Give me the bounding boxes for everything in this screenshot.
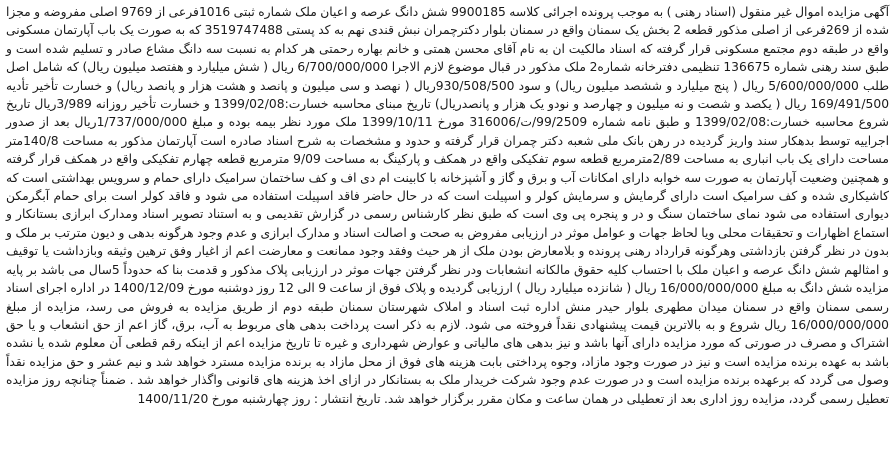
- auction-notice-text: آگهی مزایده اموال غیر منقول (اسناد رهنی ) به موجب پرونده اجرائی کلاسه 9900185 شش دانگ عرصه و اعیان ملک شماره ثبتی 1016فرعی از 9769 اصلی مفروضه و مجزا شده از 269فرعی از اصلی مذکور قطعه 2 بخش یک سمنان واقع در سمنان بلوار دکترچمران نبش قندی نهم به کد پستی 3519747488 که به صورت یک باب آپارتمان مسکونی واقع در طبقه دوم مجتمع مسکونی قرار گرفته که اسناد مالکیت ان به نام آقای محسن همتی و خانم بهاره رحمتی هر کدام به نسبت سه دانگ مشاع صادر و تسلیم شده است و طبق سند رهنی شماره 136675 تنظیمی دفترخانه شماره2 ملک مذکور در قبال موضوع لازم الاجرا 6/700/000/000 ریال ( شش میلیارد و هفتصد میلیون ریال) که شامل اصل طلب 5/600/000/000 ریال ( پنج میلیارد و ششصد میلیون ریال) و سود 930/508/500ریال ( نهصد و سی میلیون و پانصد و هشت هزار و پانصد ریال) و خسارت تأخیر تأدیه 169/491/500 ریال ( یکصد و شصت و نه میلیون و چهارصد و نودو یک هزار و پانصدریال) تاریخ مبنای محاسبه خسارت:1399/02/08 و خسارت تأخیر روزانه 3/989ریال تاریخ شروع محاسبه خسارت:1399/02/08 و طبق نامه شماره 99/2509/ت/316006 مورخ 1399/10/11 ملک مورد نظر بیمه بوده و مبلغ 1/737/000/000ریال بعد از صدور اجراییه توسط بدهکار سند واریز گردیده در رهن بانک ملی شعبه دکتر چمران قرار گرفته و حدود و مشخصات به شرح اسناد صادره است آپارتمان مذکور به مساحت 140/8متر مساحت دارای یک باب انباری به مساحت 2/89مترمربع قطعه سوم تفکیکی واقع در همکف و پارکینگ به مساحت 9/09 مترمربع قطعه چهارم تفکیکی واقع در همکف قرار گرفته و همچنین وضعیت آپارتمان به صورت سه خوابه دارای امکانات آب و برق و گاز و آشپزخانه با کابینت ام دی اف و کف ساختمان سرامیک دارای حمام و سرویس بهداشتی است که کاشیکاری شده و کف سرامیک است دارای گرمایش و سرمایش کولر و اسپیلت است که در حال حاضر فاقد اسپیلت استفاده می شود و فاقد کولر است برای حمام آبگرمکن دیواری استفاده می شود نمای ساختمان سنگ و در و پنجره پی وی است که طبق نظر کارشناس رسمی در گزارش تقدیمی و به استناد تصویر اسناد ومدارک ابرازی بستانکار و استماع اظهارات و تحقیقات محلی ویا لحاظ جهات و عوامل موثر در ارزیابی مفروض به صحت و اصالت اسناد و مدارک ابرازی و عدم وجود هرگونه بدهی و دیون مترتب بر ملک و بدون در نظر گرفتن بازداشتی وهرگونه قرارداد رهنی پرونده و بلامعارض بودن ملک از هر حیث وفقد وجود ممانعت و معارضت اعم از اغیار وفق ترهین وثیقه وبازداشت یا توقیف و امثالهم شش دانگ عرصه و اعیان ملک با احتساب کلیه حقوق مالکانه انشعابات ودر نظر گرفتن جهات موثر در ارزیابی پلاک مذکور و قدمت بنا که حدوداً 5سال می باشد بر پایه مزایده شش دانگ به مبلغ 16/000/000/000 ریال ( شانزده میلیارد ریال ) ارزیابی گردیده و پلاک فوق از ساعت 9 الی 12 روز دوشنبه مورخ 1400/12/09 در اداره اجرای اسناد رسمی سمنان واقع در سمنان میدان مطهری بلوار حیدر منش اداره ثبت اسناد و املاک شهرستان سمنان طبقه دوم از طریق مزایده به فروش می رسد، مزایده از مبلغ 16/000/000/000 ریال شروع و به بالاترین قیمت پیشنهادی نقداً فروخته می شود. لازم به ذکر است پرداخت بدهی های مربوط به آب، برق، گاز اعم از حق انشعاب و یا حق اشتراک و مصرف در صورتی که مورد مزایده دارای آنها باشد و نیز بدهی های مالیاتی و عوارض شهرداری و غیره تا تاریخ مزایده اعم از اینکه رقم قطعی آن معلوم شده یا نشده باشد به عهده برنده مزایده است و نیز در صورت وجود مازاد، وجوه پرداختی بابت هزینه های فوق از محل مازاد به برنده مزایده مسترد خواهد شد و نیم عشر و حق مزایده نقداً وصول می گردد که برعهده برنده مزایده است و در صورت عدم وجود شرکت خریدار ملک به بستانکار در ازای اخذ هزینه های قانونی واگذار خواهد شد . ضمناً چنانچه روز مزایده تعطیل رسمی گردد، مزایده روز اداری بعد از تعطیلی در همان ساعت و مکان مقرر برگزار خواهد شد. تاریخ انتشار : روز چهارشنبه مورخ 1400/11/20: [6, 5, 890, 406]
